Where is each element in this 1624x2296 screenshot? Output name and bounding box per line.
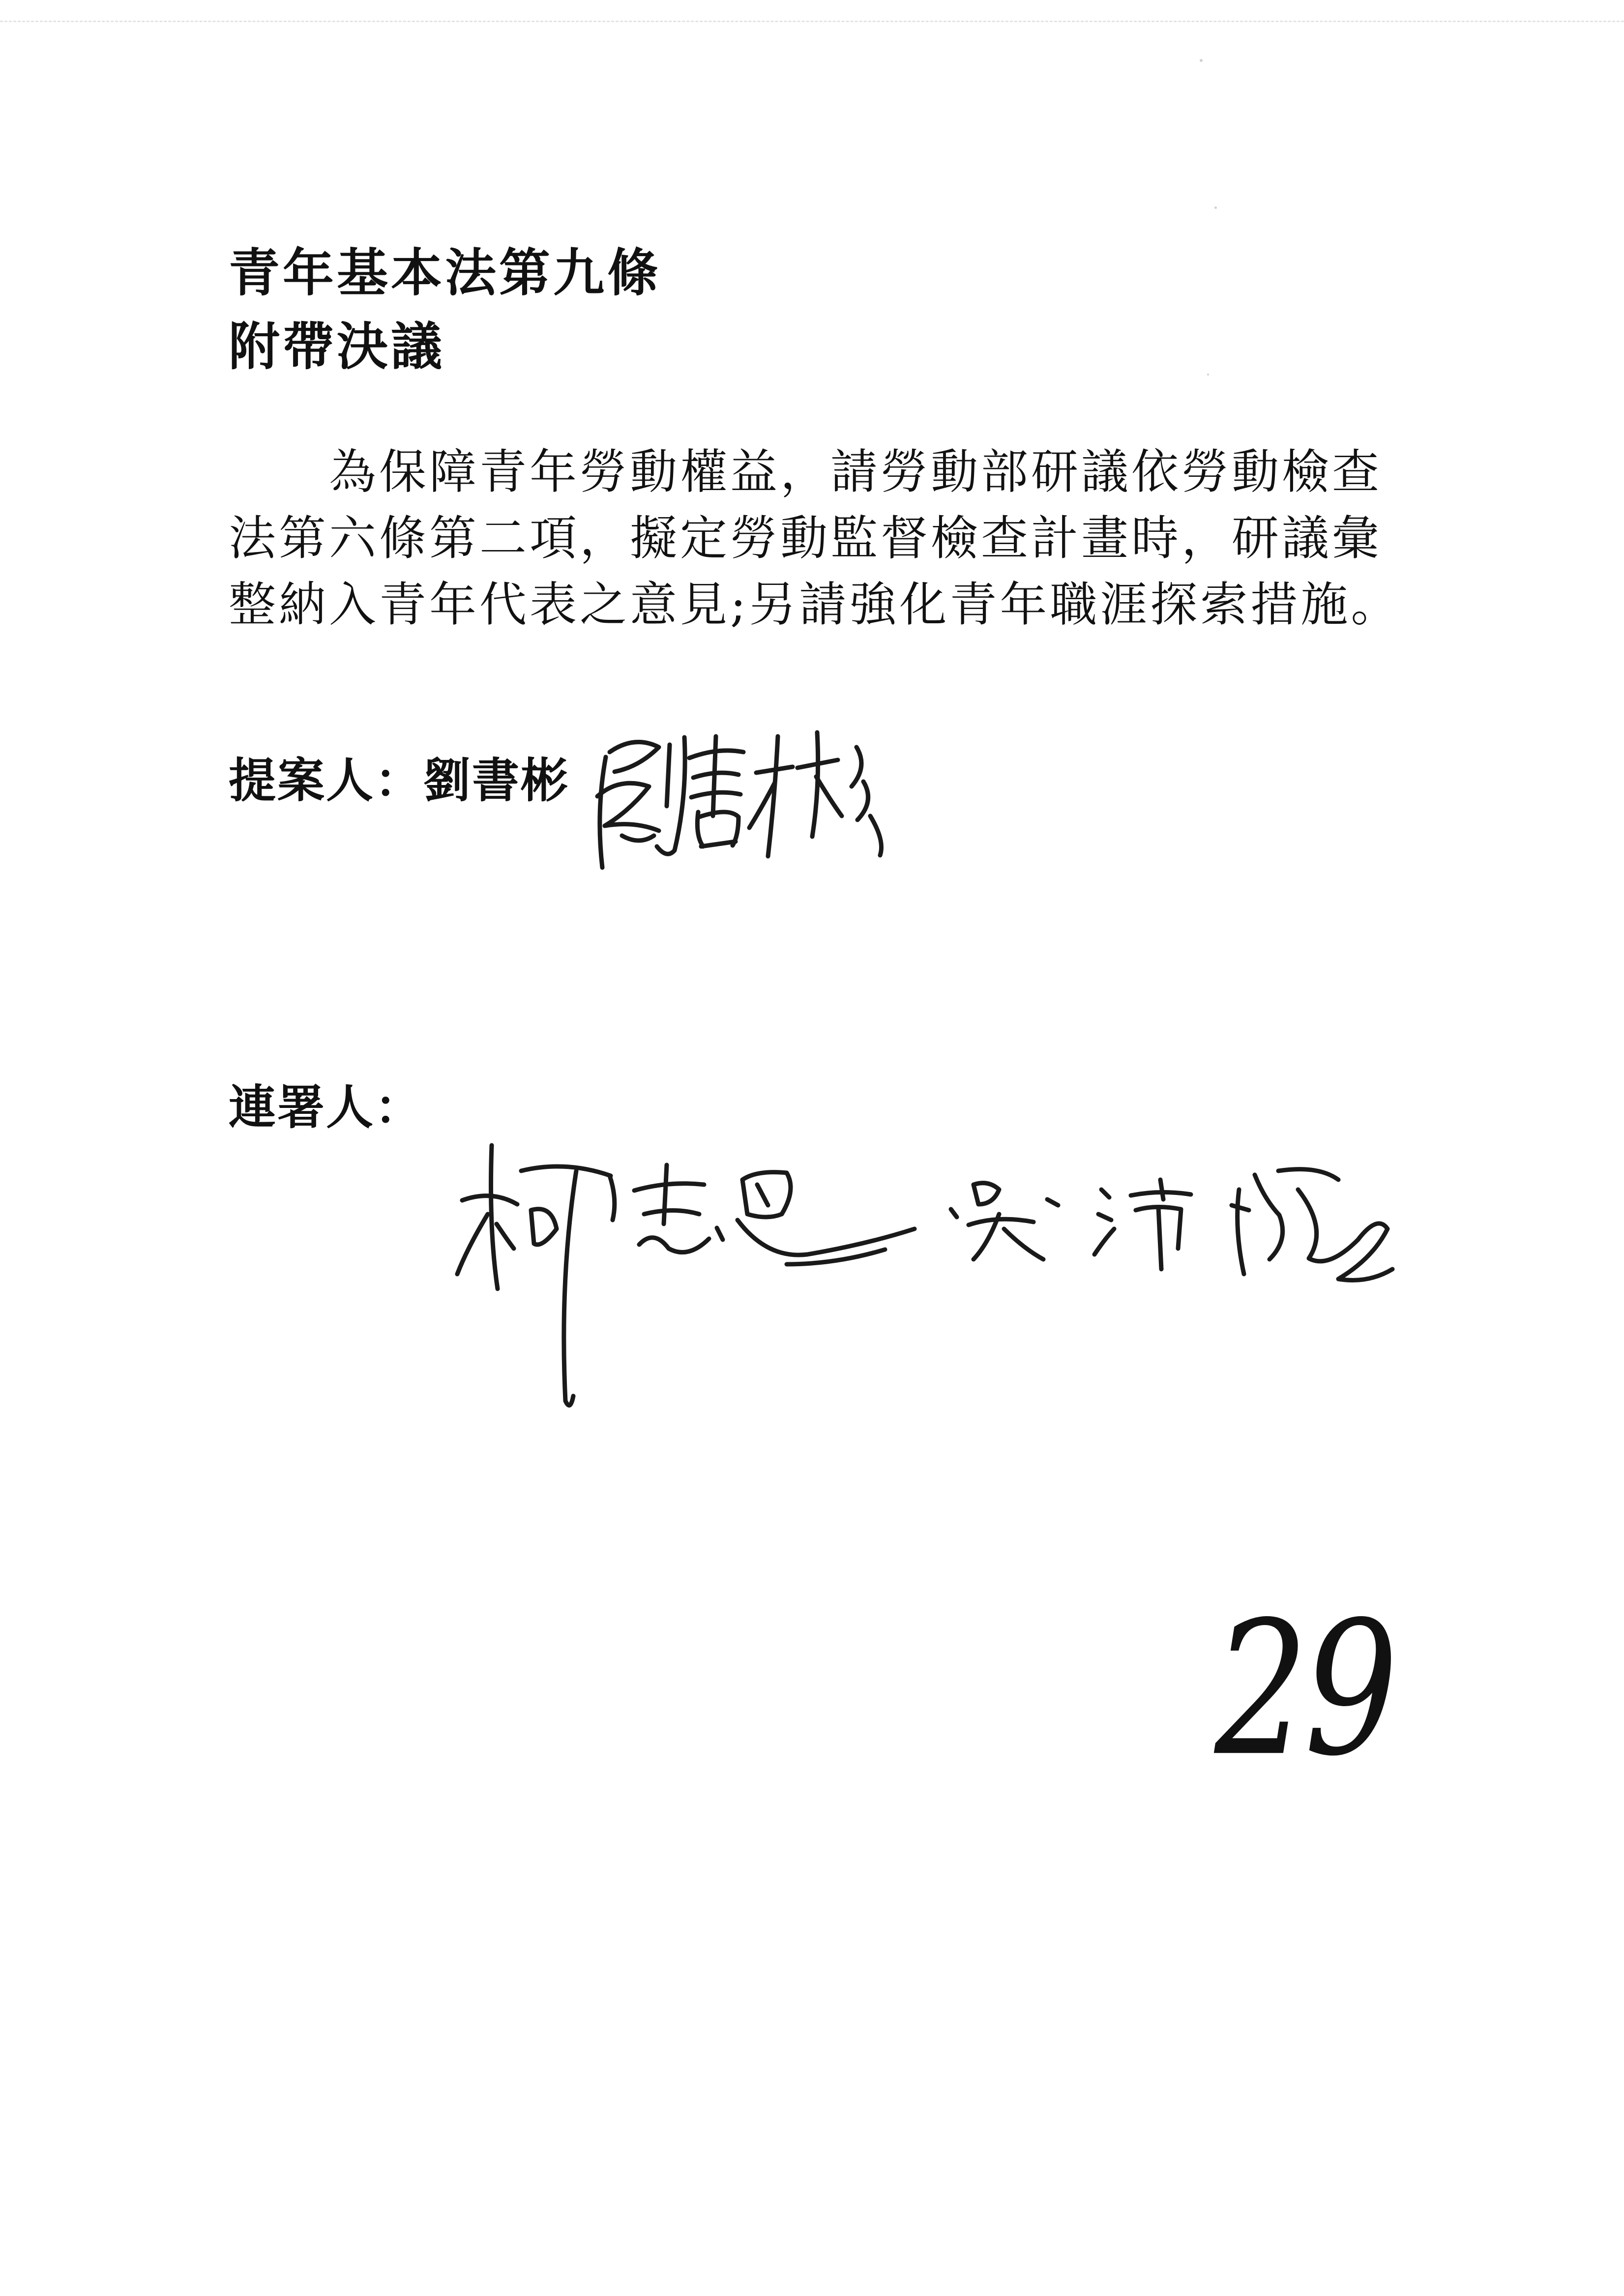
signature-stroke xyxy=(457,1214,488,1274)
signature-stroke xyxy=(689,751,743,758)
signature-stroke xyxy=(1004,1229,1043,1259)
signature-stroke xyxy=(1136,1207,1181,1249)
signature-stroke xyxy=(610,1176,615,1220)
signature-stroke xyxy=(1098,1214,1111,1220)
signature-stroke xyxy=(697,812,738,846)
signature-stroke xyxy=(462,1196,517,1204)
signature-stroke xyxy=(600,757,606,868)
signature-stroke xyxy=(1047,1199,1058,1205)
signature-stroke xyxy=(951,1209,957,1217)
signature-stroke xyxy=(622,836,654,841)
scan-speck xyxy=(1200,59,1203,62)
signature-stroke xyxy=(1238,1190,1244,1274)
cosigner-line xyxy=(229,1079,423,1135)
signature-stroke xyxy=(1232,1205,1249,1210)
signature-stroke xyxy=(531,1209,557,1245)
signature-stroke xyxy=(1255,1175,1283,1259)
proposer-label: 提案人： xyxy=(229,753,423,808)
body-line: 法第六條第二項，擬定勞動監督檢查計畫時，研議彙 xyxy=(229,511,1382,566)
signature-stroke xyxy=(1278,1169,1338,1180)
signature-stroke xyxy=(657,737,685,854)
signature-stroke xyxy=(691,792,740,797)
signature-stroke xyxy=(812,732,818,837)
signature-stroke xyxy=(749,783,775,828)
signature-stroke xyxy=(1131,1192,1191,1195)
signature-stroke xyxy=(852,747,882,855)
signature-stroke xyxy=(564,1171,576,1405)
signature-stroke xyxy=(757,1185,768,1205)
proposer-name: 劉書彬 xyxy=(423,753,569,808)
signature-stroke xyxy=(610,742,659,772)
signature-stroke xyxy=(521,1166,611,1176)
proposer-line xyxy=(229,753,569,808)
signature-stroke xyxy=(717,1228,723,1240)
signature-stroke xyxy=(693,773,738,778)
signature-stroke xyxy=(667,745,670,806)
signature-stroke xyxy=(756,767,793,773)
signature-stroke xyxy=(797,760,838,768)
scan-speck xyxy=(1207,374,1209,376)
proposer-signature xyxy=(597,732,882,868)
signature-stroke xyxy=(1158,1207,1161,1269)
signature-stroke xyxy=(768,736,778,856)
signature-stroke xyxy=(713,736,716,816)
signature-stroke xyxy=(969,1219,1033,1225)
signature-stroke xyxy=(634,1184,704,1191)
signature-stroke xyxy=(644,1211,699,1215)
signature-stroke xyxy=(816,777,842,816)
scan-edge-artifact xyxy=(0,21,1624,22)
signature-stroke xyxy=(974,1214,999,1259)
signature-stroke xyxy=(1160,1180,1163,1199)
body-line: 整納入青年代表之意見;另請強化青年職涯探索措施。 xyxy=(229,577,1401,632)
scan-speck xyxy=(1214,206,1217,209)
cosigner-signatures xyxy=(457,1145,1392,1405)
document-subtitle: 附帶決議 xyxy=(229,316,445,377)
signature-stroke xyxy=(1298,1190,1392,1280)
signature-stroke xyxy=(664,1165,667,1224)
signature-stroke xyxy=(1101,1190,1109,1197)
signature-stroke xyxy=(597,783,659,831)
signature-stroke xyxy=(1094,1229,1114,1254)
document-title: 青年基本法第九條 xyxy=(229,242,662,303)
resolution-body xyxy=(229,439,1401,638)
signature-stroke xyxy=(787,1250,885,1264)
signature-stroke xyxy=(639,1238,709,1252)
signature-stroke xyxy=(491,1145,498,1289)
signature-stroke xyxy=(738,1220,915,1255)
cosigner-label: 連署人： xyxy=(229,1079,423,1135)
handwritten-page-number: 29 xyxy=(1214,1582,1394,1797)
signature-stroke xyxy=(742,1172,791,1217)
signature-stroke xyxy=(497,1224,514,1249)
body-line: 為保障青年勞動權益，請勞動部研議依勞動檢查 xyxy=(329,444,1382,499)
signature-stroke xyxy=(974,1183,999,1204)
